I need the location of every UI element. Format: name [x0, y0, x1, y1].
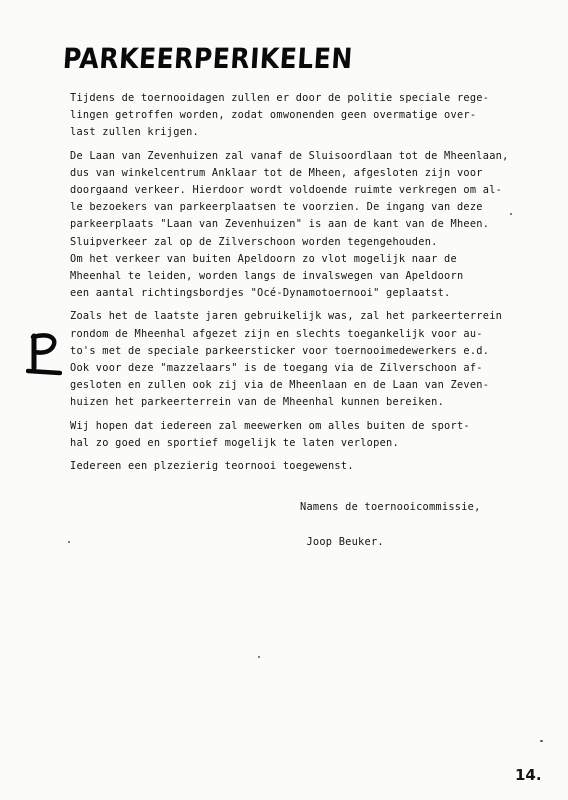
- text-line: Wij hopen dat iedereen zal meewerken om alles buiten de sport-: [70, 419, 470, 432]
- page-title: PARKEERPERIKELEN: [61, 42, 354, 75]
- text-line: een aantal richtingsbordjes "Océ-Dynamotoernooi" geplaatst.: [70, 287, 451, 300]
- text-line: lingen getroffen worden, zodat omwonenden geen overmatige over-: [70, 109, 477, 122]
- text-line: Zoals het de laatste jaren gebruikelijk was, zal het parkeerterrein: [70, 310, 503, 323]
- text-line: parkeerplaats "Laan van Zevenhuizen" is aan de kant van de Mheen.: [70, 218, 490, 231]
- signature-name: Joop Beuker.: [300, 536, 384, 548]
- paragraph-intro: [70, 90, 540, 142]
- text-line: Tijdens de toernooidagen zullen er door de politie speciale rege-: [70, 92, 490, 104]
- paragraph-cooperation: [70, 418, 540, 452]
- paragraph-closing: [70, 458, 540, 475]
- scan-speck: [68, 541, 70, 543]
- page-number: 14.: [515, 766, 542, 784]
- article-body: [70, 90, 540, 481]
- text-line: Mheenhal te leiden, worden langs de invalswegen van Apeldoorn: [70, 270, 464, 283]
- paragraph-road-closure: [70, 148, 540, 303]
- scan-speck: [540, 740, 543, 742]
- scan-speck: [258, 656, 260, 658]
- text-line: gesloten en zullen ook zij via de Mheenlaan en de Laan van Zeven-: [70, 379, 490, 392]
- text-line: to's met de speciale parkeersticker voor toernooimedewerkers e.d.: [70, 344, 490, 357]
- text-line: doorgaand verkeer. Hierdoor wordt voldoende ruimte verkregen om al-: [70, 184, 503, 197]
- paragraph-parking-area: [70, 308, 540, 411]
- text-line: De Laan van Zevenhuizen zal vanaf de Sluisoordlaan tot de Mheenlaan,: [70, 149, 509, 162]
- text-line: Iedereen een plzezierig teornooi toegewenst.: [70, 460, 354, 473]
- text-line: Ook voor deze "mazzelaars" is de toegang via de Zilverschoon af-: [70, 362, 483, 375]
- handwritten-p-mark-icon: [26, 330, 62, 376]
- text-line: rondom de Mheenhal afgezet zijn en slechts toegankelijk voor au-: [70, 327, 483, 340]
- signature-line: Namens de toernooicommissie,: [300, 501, 481, 513]
- text-line: dus van winkelcentrum Anklaar tot de Mheen, afgesloten zijn voor: [70, 166, 483, 179]
- signature-block: [300, 499, 481, 552]
- text-line: hal zo goed en sportief mogelijk te laten verlopen.: [70, 436, 399, 449]
- text-line: huizen het parkeerterrein van de Mheenhal kunnen bereiken.: [70, 396, 445, 409]
- text-line: le bezoekers van parkeerplaatsen te voorzien. De ingang van deze: [70, 201, 483, 214]
- text-line: last zullen krijgen.: [70, 126, 199, 139]
- text-line: Om het verkeer van buiten Apeldoorn zo vlot mogelijk naar de: [70, 252, 457, 265]
- text-line: Sluipverkeer zal op de Zilverschoon worden tegengehouden.: [70, 235, 438, 248]
- scan-speck: [510, 213, 512, 215]
